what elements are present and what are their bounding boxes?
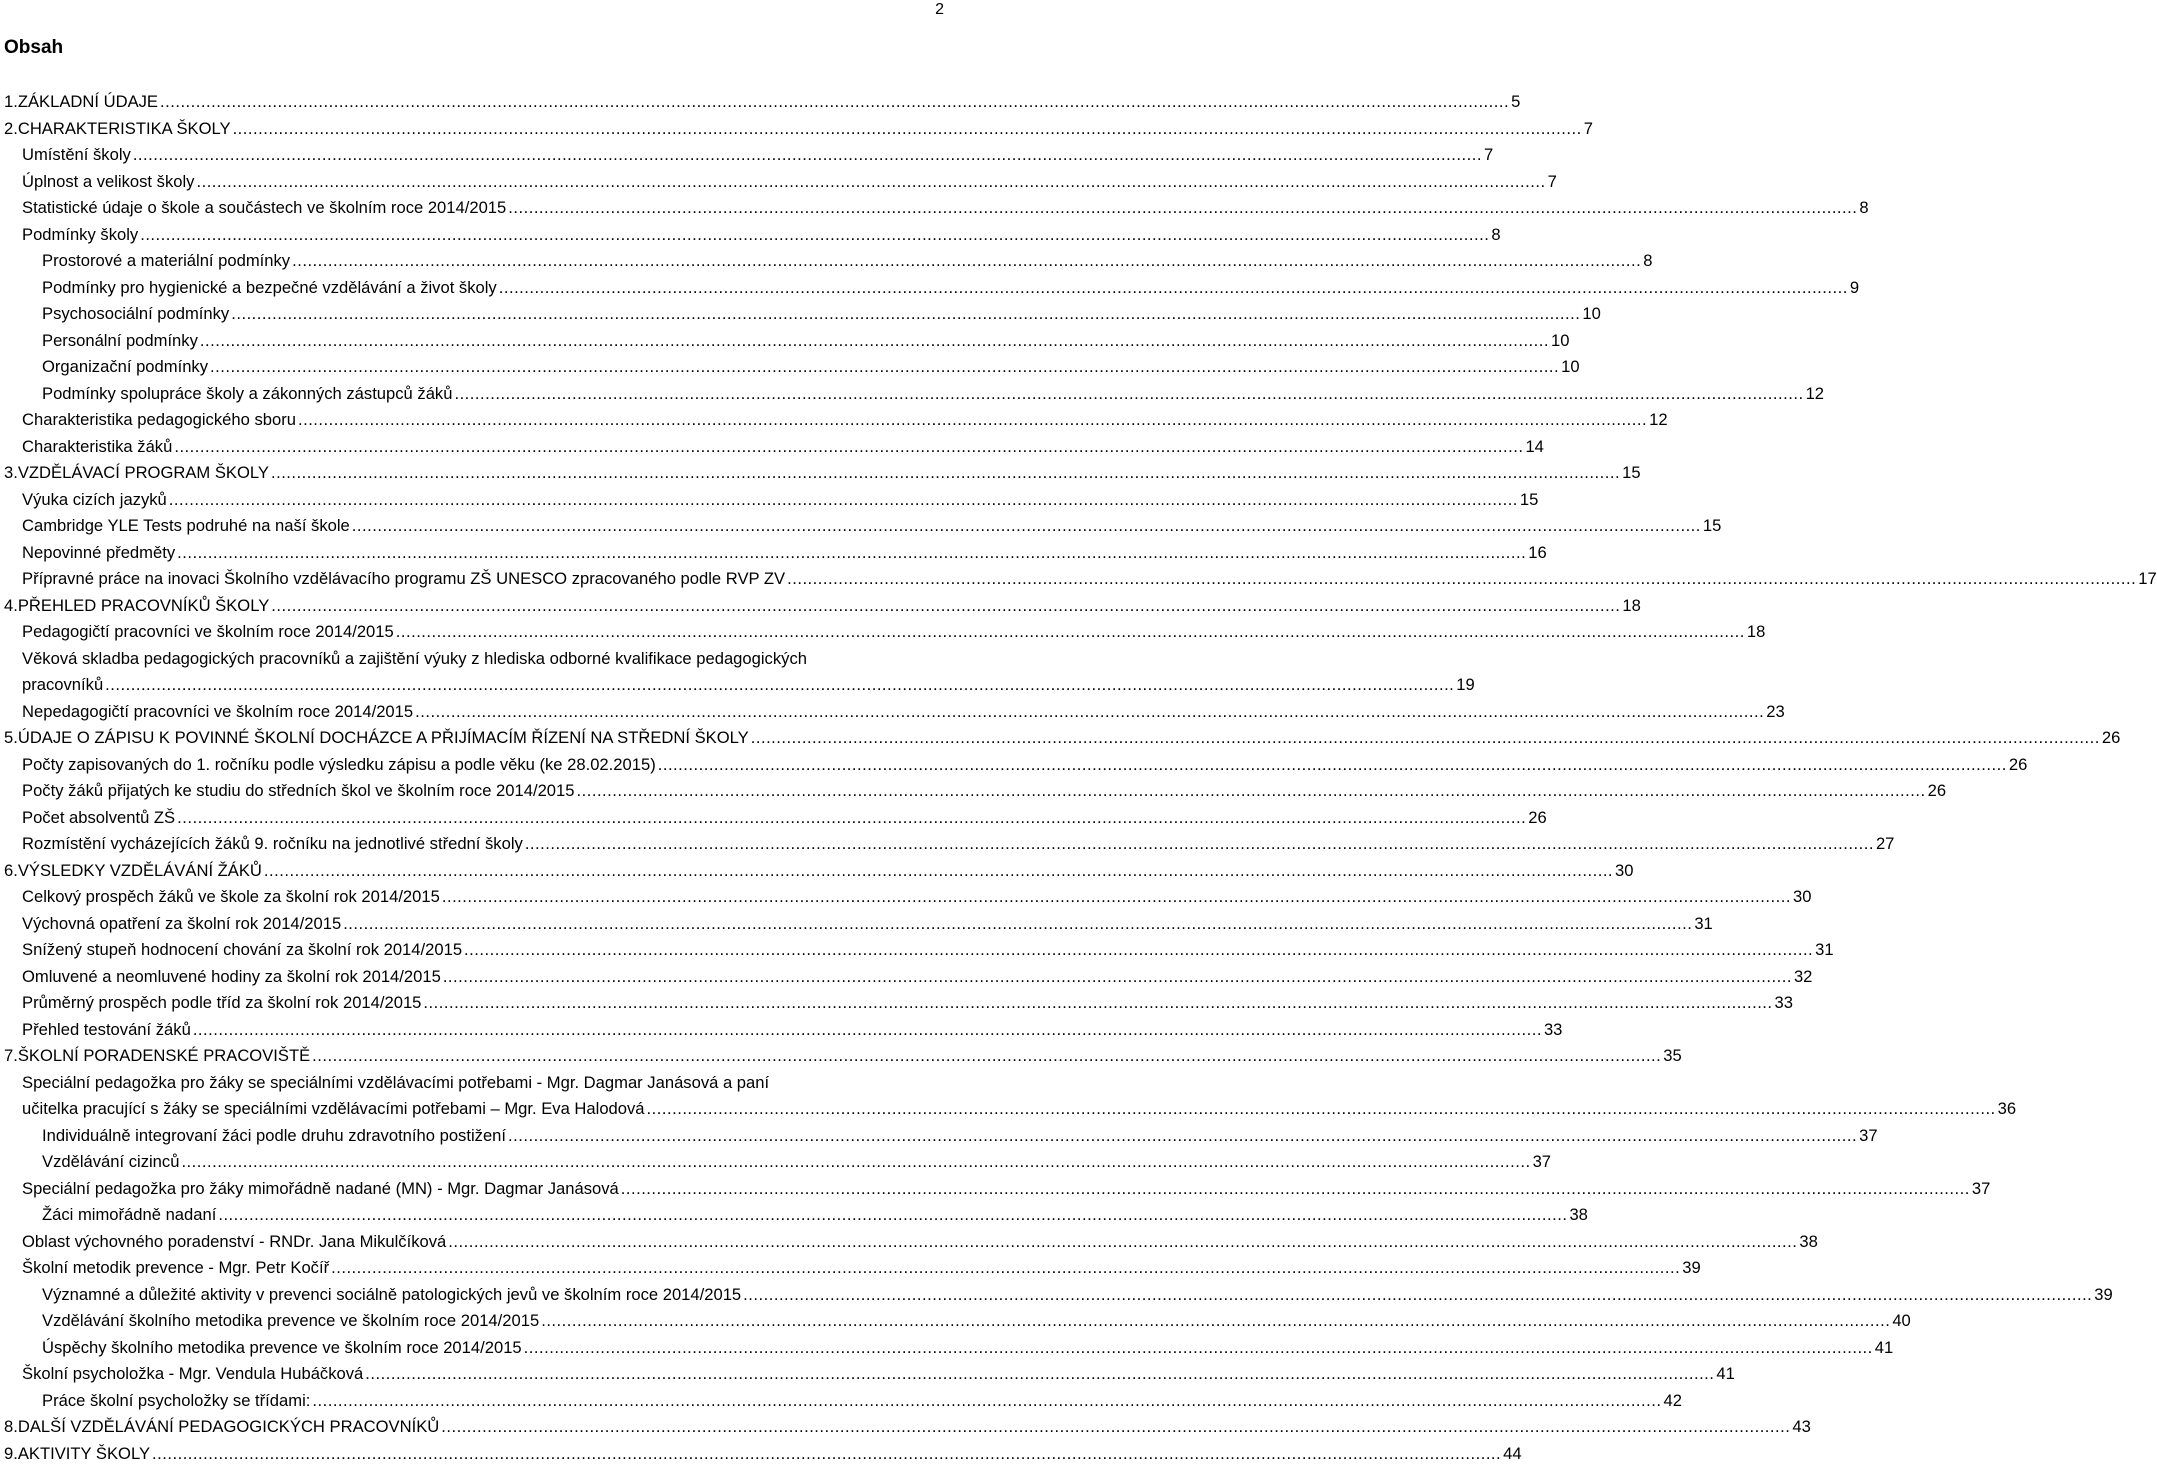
toc-entry[interactable] xyxy=(0,1149,1552,1176)
toc-entry-page: 19 xyxy=(1456,675,1475,694)
toc-entry-page: 33 xyxy=(1774,993,1793,1012)
toc-entry[interactable] xyxy=(0,354,1580,381)
toc-entry-text: Počty žáků přijatých ke studiu do středních škol ve školním roce 2014/2015 xyxy=(22,781,575,800)
toc-entry-page: 33 xyxy=(1543,1019,1563,1039)
toc-entry-number: 1. xyxy=(4,92,18,111)
toc-leader-dots xyxy=(103,672,1456,699)
toc-entry-number: 2. xyxy=(4,118,18,138)
toc-entry[interactable] xyxy=(0,646,1475,699)
toc-entry[interactable] xyxy=(0,566,2157,593)
toc-entry[interactable] xyxy=(0,1070,2017,1123)
toc-entry-text: Psychosociální podmínky xyxy=(42,304,230,323)
toc-entry-page: 26 xyxy=(1528,807,1547,827)
toc-leader-dots xyxy=(439,1414,1792,1441)
toc-entry[interactable] xyxy=(0,990,1793,1017)
toc-entry-text: Vzdělávání cizinců xyxy=(42,1152,180,1171)
toc-leader-dots xyxy=(231,116,1584,143)
toc-entry-text: Charakteristika žáků xyxy=(22,436,173,456)
toc-entry-page: 10 xyxy=(1582,304,1601,323)
toc-entry-text: Nepovinné předměty xyxy=(22,542,176,562)
toc-leader-dots xyxy=(175,805,1528,832)
toc-entry-text: Počet absolventů ZŠ xyxy=(22,807,176,827)
toc-entry-page: 27 xyxy=(1875,834,1895,853)
toc-entry-text: Personální podmínky xyxy=(42,330,198,350)
toc-entry-page: 8 xyxy=(1643,251,1653,270)
toc-entry-text: Významné a důležité aktivity v prevenci sociálně patologických jevů ve školním roce 2014/2015 xyxy=(42,1284,742,1304)
toc-entry[interactable] xyxy=(0,195,1869,222)
toc-entry-page: 7 xyxy=(1483,145,1494,164)
toc-leader-dots xyxy=(749,725,2102,752)
toc-entry-text: VZDĚLÁVACÍ PROGRAM ŠKOLY xyxy=(17,463,269,482)
toc-entry[interactable] xyxy=(0,1441,1522,1468)
toc-entry[interactable] xyxy=(0,1282,2113,1309)
toc-leader-dots xyxy=(208,354,1561,381)
toc-entry-page: 26 xyxy=(2008,754,2028,774)
toc-entry[interactable] xyxy=(0,884,1812,911)
toc-entry-page: 15 xyxy=(1519,489,1539,509)
toc-entry-page: 44 xyxy=(1503,1443,1522,1463)
toc-entry-text: Nepedagogičtí pracovníci ve školním roce 2014/2015 xyxy=(22,701,414,721)
toc-entry-text: Prostorové a materiální podmínky xyxy=(42,251,291,270)
toc-leader-dots xyxy=(656,752,2009,779)
toc-entry[interactable] xyxy=(0,593,1641,620)
toc-entry-page: 37 xyxy=(1971,1178,1991,1198)
toc-entry-page: 26 xyxy=(2101,728,2121,747)
toc-entry-text: VÝSLEDKY VZDĚLÁVÁNÍ ŽÁKŮ xyxy=(17,860,262,880)
toc-entry[interactable] xyxy=(0,142,1494,169)
toc-leader-dots xyxy=(539,1308,1892,1335)
toc-entry-text: Práce školní psycholožky se třídami: xyxy=(42,1390,311,1410)
toc-entry-text: Statistické údaje o škole a součástech ve školním roce 2014/2015 xyxy=(22,198,507,217)
toc-entry-text: Školní metodik prevence - Mgr. Petr Kočíř xyxy=(22,1258,330,1277)
toc-leader-dots xyxy=(523,831,1876,858)
toc-entry[interactable] xyxy=(0,487,1539,514)
toc-entry-text: Přehled testování žáků xyxy=(22,1019,191,1039)
toc-leader-dots xyxy=(290,248,1643,275)
toc-entry[interactable] xyxy=(0,248,1653,275)
toc-entry[interactable] xyxy=(0,911,1713,938)
toc-entry[interactable] xyxy=(0,725,2121,752)
toc-leader-dots xyxy=(191,1017,1544,1044)
toc-entry-text: Počty zapisovaných do 1. ročníku podle výsledku zápisu a podle věku (ke 28.02.2015) xyxy=(22,754,656,774)
toc-leader-dots xyxy=(310,1388,1663,1415)
toc-entry[interactable] xyxy=(0,301,1601,328)
toc-leader-dots xyxy=(446,1229,1799,1256)
toc-entry-page: 35 xyxy=(1663,1046,1682,1065)
toc-entry-page: 31 xyxy=(1815,940,1834,959)
toc-entry[interactable] xyxy=(0,275,1860,302)
toc-entry-text: Školní psycholožka - Mgr. Vendula Hubáčková xyxy=(22,1364,364,1383)
toc-leader-dots xyxy=(452,381,1805,408)
toc-leader-dots xyxy=(462,937,1815,964)
toc-leader-dots xyxy=(296,407,1649,434)
toc-entry-page: 15 xyxy=(1622,463,1641,482)
toc-entry-text-continued: učitelka pracující s žáky se speciálními vzdělávacími potřebami – Mgr. Eva Halodová xyxy=(22,1099,645,1118)
toc-entry-page: 7 xyxy=(1547,171,1557,191)
toc-entry-page: 18 xyxy=(1622,595,1641,615)
toc-entry-page: 32 xyxy=(1793,966,1813,986)
toc-entry-number: 8. xyxy=(4,1417,18,1436)
toc-entry-text: PŘEHLED PRACOVNÍKŮ ŠKOLY xyxy=(17,595,270,615)
toc-entry[interactable] xyxy=(0,540,1547,567)
toc-entry-text: Umístění školy xyxy=(22,145,131,164)
toc-entry-text: Celkový prospěch žáků ve škole za školní rok 2014/2015 xyxy=(22,887,440,906)
toc-entry-page: 30 xyxy=(1615,860,1634,880)
toc-entry[interactable] xyxy=(0,89,1521,116)
toc-entry-text: DALŠÍ VZDĚLÁVÁNÍ PEDAGOGICKÝCH PRACOVNÍKŮ xyxy=(17,1417,440,1436)
toc-entry-page: 9 xyxy=(1849,277,1860,297)
toc-entry[interactable] xyxy=(0,169,1557,196)
toc-leader-dots xyxy=(179,1149,1532,1176)
toc-leader-dots xyxy=(194,169,1547,196)
toc-entry-text: Podmínky spolupráce školy a zákonných zástupců žáků xyxy=(42,383,453,403)
toc-entry[interactable] xyxy=(0,1414,1811,1441)
toc-entry-page: 7 xyxy=(1583,118,1593,138)
toc-entry-page: 38 xyxy=(1799,1231,1818,1251)
toc-entry-text: Úspěchy školního metodika prevence ve školním roce 2014/2015 xyxy=(42,1337,522,1357)
toc-leader-dots xyxy=(363,1361,1716,1388)
toc-entry-text: Výuka cizích jazyků xyxy=(22,489,167,509)
toc-entry-text: Oblast výchovného poradenství - RNDr. Jana Mikulčíková xyxy=(22,1231,447,1251)
toc-entry[interactable] xyxy=(0,805,1547,832)
toc-entry-page: 41 xyxy=(1716,1364,1735,1383)
toc-entry-page: 5 xyxy=(1511,92,1521,111)
toc-leader-dots xyxy=(158,89,1511,116)
toc-entry[interactable] xyxy=(0,778,1947,805)
toc-entry-page: 39 xyxy=(2094,1284,2113,1304)
toc-entry[interactable] xyxy=(0,1043,1682,1070)
toc-leader-dots xyxy=(522,1335,1875,1362)
toc-entry-page: 14 xyxy=(1525,436,1544,456)
toc-entry-text: Úplnost a velikost školy xyxy=(22,171,195,191)
toc-entry-text: Věková skladba pedagogických pracovníků a zajištění výuky z hlediska odborné kvalifikace pedagogických xyxy=(22,648,807,668)
toc-entry-text-continued: pracovníků xyxy=(22,675,104,694)
toc-entry-text: Pedagogičtí pracovníci ve školním roce 2014/2015 xyxy=(22,622,394,641)
toc-entry-page: 39 xyxy=(1682,1258,1701,1277)
toc-entry-page: 17 xyxy=(2138,569,2157,588)
toc-entry[interactable] xyxy=(0,434,1544,461)
toc-leader-dots xyxy=(172,434,1525,461)
toc-entry-text: ŠKOLNÍ PORADENSKÉ PRACOVIŠTĚ xyxy=(17,1046,311,1065)
toc-leader-dots xyxy=(506,1123,1859,1150)
toc-entry-page: 26 xyxy=(1927,781,1947,800)
toc-leader-dots xyxy=(329,1255,1682,1282)
toc-entry-page: 42 xyxy=(1663,1390,1682,1410)
toc-entry-page: 43 xyxy=(1792,1417,1811,1436)
toc-entry-number: 7. xyxy=(4,1046,18,1065)
toc-entry-page: 8 xyxy=(1859,198,1869,217)
toc-entry[interactable] xyxy=(0,1176,1991,1203)
toc-entry[interactable] xyxy=(0,858,1634,885)
toc-entry-text: Rozmístění vycházejících žáků 9. ročníku na jednotlivé střední školy xyxy=(22,834,523,853)
toc-entry[interactable] xyxy=(0,619,1766,646)
toc-entry[interactable] xyxy=(0,1017,1563,1044)
toc-entry-page: 36 xyxy=(1997,1099,2017,1118)
toc-leader-dots xyxy=(497,275,1850,302)
toc-entry[interactable] xyxy=(0,460,1641,487)
toc-leader-dots xyxy=(269,593,1622,620)
toc-entry[interactable] xyxy=(0,1229,1818,1256)
toc-entry[interactable] xyxy=(0,1255,1701,1282)
toc-entry-number: 3. xyxy=(4,463,18,482)
toc-leader-dots xyxy=(413,699,1766,726)
toc-entry-page: 12 xyxy=(1805,383,1825,403)
toc-entry[interactable] xyxy=(0,513,1722,540)
toc-entry-page: 31 xyxy=(1694,913,1713,933)
toc-entry[interactable] xyxy=(0,1202,1588,1229)
table-of-contents xyxy=(0,89,2157,1467)
toc-leader-dots xyxy=(229,301,1582,328)
toc-entry-number: 6. xyxy=(4,860,18,880)
toc-leader-dots xyxy=(394,619,1747,646)
toc-entry-text: Cambridge YLE Tests podruhé na naší škole xyxy=(22,516,350,535)
toc-entry[interactable] xyxy=(0,328,1570,355)
toc-entry[interactable] xyxy=(0,116,1593,143)
toc-leader-dots xyxy=(785,566,2138,593)
toc-entry-text: Snížený stupeň hodnocení chování za školní rok 2014/2015 xyxy=(22,940,463,959)
toc-entry-page: 40 xyxy=(1892,1311,1911,1330)
toc-entry-page: 10 xyxy=(1551,330,1570,350)
toc-leader-dots xyxy=(310,1043,1663,1070)
toc-leader-dots xyxy=(645,1096,1998,1123)
toc-entry-page: 37 xyxy=(1532,1152,1552,1171)
toc-entry-text: AKTIVITY ŠKOLY xyxy=(17,1443,151,1463)
toc-entry[interactable] xyxy=(0,1388,1682,1415)
toc-leader-dots xyxy=(341,911,1694,938)
toc-leader-dots xyxy=(350,513,1703,540)
toc-entry-text: Podmínky školy xyxy=(22,224,139,244)
toc-leader-dots xyxy=(175,540,1528,567)
toc-leader-dots xyxy=(421,990,1774,1017)
toc-entry-text: Organizační podmínky xyxy=(42,357,209,376)
toc-entry[interactable] xyxy=(0,1123,1878,1150)
toc-entry-page: 15 xyxy=(1702,516,1722,535)
toc-entry-text: Speciální pedagožka pro žáky se speciálními vzdělávacími potřebami - Mgr. Dagmar Janásová a paní xyxy=(22,1072,770,1092)
toc-entry-text: Výchovná opatření za školní rok 2014/2015 xyxy=(22,913,342,933)
toc-leader-dots xyxy=(575,778,1928,805)
toc-entry-page: 37 xyxy=(1859,1125,1878,1145)
toc-leader-dots xyxy=(262,858,1615,885)
toc-entry-number: 4. xyxy=(4,595,18,615)
toc-entry-text: Žáci mimořádně nadaní xyxy=(42,1205,217,1224)
toc-leader-dots xyxy=(198,328,1551,355)
toc-entry-page: 30 xyxy=(1792,887,1812,906)
toc-entry-text: Vzdělávání školního metodika prevence ve školním roce 2014/2015 xyxy=(42,1311,540,1330)
toc-leader-dots xyxy=(741,1282,2094,1309)
toc-entry[interactable] xyxy=(0,964,1813,991)
toc-leader-dots xyxy=(441,964,1794,991)
toc-entry[interactable] xyxy=(0,1361,1735,1388)
toc-entry[interactable] xyxy=(0,937,1834,964)
toc-entry[interactable] xyxy=(0,699,1785,726)
toc-entry-number: 9. xyxy=(4,1443,18,1463)
toc-leader-dots xyxy=(167,487,1520,514)
toc-entry-text: Omluvené a neomluvené hodiny za školní rok 2014/2015 xyxy=(22,966,441,986)
toc-entry[interactable] xyxy=(0,1335,1894,1362)
toc-entry-text: Průměrný prospěch podle tříd za školní rok 2014/2015 xyxy=(22,993,422,1012)
toc-entry-text: Přípravné práce na inovaci Školního vzdělávacího programu ZŠ UNESCO zpracovaného podle RVP ZV xyxy=(22,569,786,588)
toc-entry-page: 10 xyxy=(1561,357,1580,376)
toc-entry-page: 38 xyxy=(1569,1205,1588,1224)
toc-entry-text: ZÁKLADNÍ ÚDAJE xyxy=(17,92,158,111)
toc-entry-number: 5. xyxy=(4,728,18,747)
toc-leader-dots xyxy=(138,222,1491,249)
toc-entry[interactable] xyxy=(0,1308,1911,1335)
toc-entry-page: 12 xyxy=(1649,410,1668,429)
toc-entry-text: Charakteristika pedagogického sboru xyxy=(22,410,296,429)
toc-entry-text: ÚDAJE O ZÁPISU K POVINNÉ ŠKOLNÍ DOCHÁZCE A PŘIJÍMACÍM ŘÍZENÍ NA STŘEDNÍ ŠKOLY xyxy=(17,728,749,747)
toc-leader-dots xyxy=(506,195,1859,222)
toc-entry-text: Individuálně integrovaní žáci podle druhu zdravotního postižení xyxy=(42,1125,507,1145)
toc-entry-text: Podmínky pro hygienické a bezpečné vzdělávání a život školy xyxy=(42,277,497,297)
toc-leader-dots xyxy=(440,884,1793,911)
toc-entry-page: 23 xyxy=(1766,701,1785,721)
toc-entry[interactable] xyxy=(0,381,1825,408)
toc-leader-dots xyxy=(619,1176,1972,1203)
toc-title: Obsah xyxy=(4,37,64,58)
toc-entry[interactable] xyxy=(0,831,1895,858)
toc-entry-page: 16 xyxy=(1528,542,1547,562)
toc-leader-dots xyxy=(269,460,1622,487)
page-number: 2 xyxy=(935,1,944,18)
toc-leader-dots xyxy=(150,1441,1503,1468)
toc-entry-page: 18 xyxy=(1746,622,1766,641)
toc-entry-page: 41 xyxy=(1874,1337,1894,1357)
toc-entry-text: Speciální pedagožka pro žáky mimořádně nadané (MN) - Mgr. Dagmar Janásová xyxy=(22,1178,619,1198)
toc-leader-dots xyxy=(216,1202,1569,1229)
toc-leader-dots xyxy=(131,142,1484,169)
toc-entry[interactable] xyxy=(0,752,2028,779)
toc-entry[interactable] xyxy=(0,222,1501,249)
toc-entry-page: 8 xyxy=(1491,224,1501,244)
toc-entry-text: CHARAKTERISTIKA ŠKOLY xyxy=(17,118,231,138)
toc-entry[interactable] xyxy=(0,407,1668,434)
